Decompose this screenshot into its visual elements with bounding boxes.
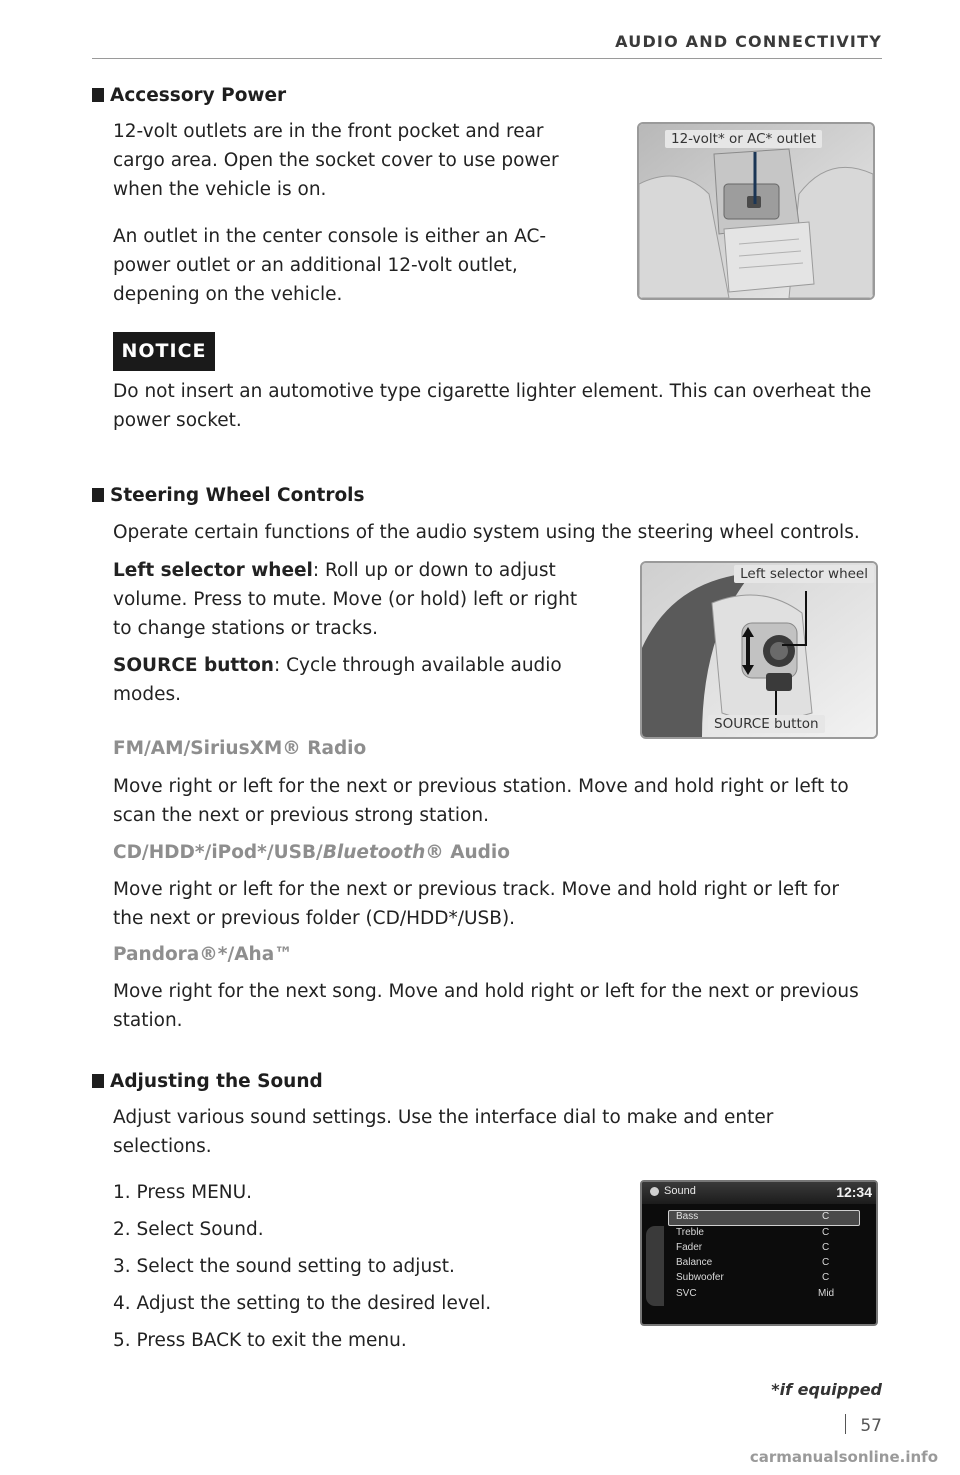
sound-row-value: C bbox=[822, 1211, 830, 1222]
console-outlet-image bbox=[637, 122, 875, 300]
sound-menu-screen bbox=[640, 1180, 878, 1326]
sound-row-name: Fader bbox=[676, 1242, 703, 1253]
sound-row-value: Mid bbox=[818, 1288, 835, 1299]
source-button-description: SOURCE button: Cycle through available audio modes. bbox=[113, 655, 562, 705]
left-selector-description: Left selector wheel: Roll up or down to adjust volume. Press to mute. Move (or hold) left or right to change stations or tracks. bbox=[113, 560, 578, 639]
accessory-power-title: Accessory Power bbox=[92, 85, 286, 106]
page-number: 57 bbox=[845, 1414, 882, 1436]
screen-dial-decoration bbox=[646, 1226, 664, 1306]
pandora-heading: Pandora®*/Aha™ bbox=[113, 944, 293, 965]
sound-row-value: C bbox=[822, 1257, 830, 1268]
source-label: SOURCE button bbox=[113, 655, 274, 676]
list-item: 3. Select the sound setting to adjust. bbox=[113, 1256, 455, 1277]
list-item: 2. Select Sound. bbox=[113, 1219, 264, 1240]
fm-am-radio-heading: FM/AM/SiriusXM® Radio bbox=[113, 738, 367, 759]
steering-intro: Operate certain functions of the audio system using the steering wheel controls. bbox=[113, 522, 860, 543]
accessory-paragraph-1: 12-volt outlets are in the front pocket and rear cargo area. Open the socket cover to use power when the vehicle is on. bbox=[113, 121, 559, 200]
sound-row-name: Balance bbox=[676, 1257, 713, 1268]
steering-wheel-illustration bbox=[642, 563, 876, 737]
sound-row-name: SVC bbox=[676, 1288, 697, 1299]
screen-title: Sound bbox=[664, 1185, 696, 1197]
cd-audio-text: Move right or left for the next or previous track. Move and hold right or left for the next or previous folder (CD/HDD*/USB). bbox=[113, 879, 839, 929]
screen-clock: 12:34 bbox=[836, 1184, 872, 1200]
watermark: carmanualsonline.info bbox=[749, 1448, 938, 1466]
steering-wheel-image bbox=[640, 561, 878, 739]
source-button-callout: SOURCE button bbox=[708, 715, 825, 733]
header-rule bbox=[92, 58, 882, 59]
sound-steps-list bbox=[113, 1182, 491, 1367]
console-illustration bbox=[639, 124, 873, 298]
sound-row-value: C bbox=[822, 1272, 830, 1283]
sound-row-value: C bbox=[822, 1242, 830, 1253]
sound-row-name: Subwoofer bbox=[676, 1272, 724, 1283]
notice-text: Do not insert an automotive type cigarette lighter element. This can overheat the power socket. bbox=[113, 381, 872, 431]
section-marker-icon bbox=[92, 88, 104, 102]
section-marker-icon bbox=[92, 488, 104, 502]
fm-am-radio-text: Move right or left for the next or previous station. Move and hold right or left to scan the next or previous strong station. bbox=[113, 776, 849, 826]
sound-row-name: Bass bbox=[676, 1211, 699, 1222]
pandora-text: Move right for the next song. Move and hold right or left for the next or previous station. bbox=[113, 981, 859, 1031]
adjusting-sound-title: Adjusting the Sound bbox=[92, 1071, 323, 1092]
sound-row-name: Treble bbox=[676, 1227, 704, 1238]
sound-icon bbox=[650, 1187, 659, 1196]
list-item: 1. Press MENU. bbox=[113, 1182, 253, 1203]
section-header: AUDIO AND CONNECTIVITY bbox=[615, 32, 882, 51]
page-number-divider bbox=[845, 1414, 846, 1434]
adjusting-sound-intro: Adjust various sound settings. Use the interface dial to make and enter selections. bbox=[113, 1107, 774, 1157]
steering-controls-title: Steering Wheel Controls bbox=[92, 485, 365, 506]
sound-row-value: C bbox=[822, 1227, 830, 1238]
list-item: 4. Adjust the setting to the desired level. bbox=[113, 1293, 492, 1314]
notice-badge: NOTICE bbox=[113, 332, 215, 371]
footnote: *if equipped bbox=[771, 1380, 882, 1399]
list-item: 5. Press BACK to exit the menu. bbox=[113, 1330, 407, 1351]
left-selector-callout: Left selector wheel bbox=[734, 565, 874, 583]
accessory-paragraph-2: An outlet in the center console is either an AC- power outlet or an additional 12-volt outlet, depening on the vehicle. bbox=[113, 226, 547, 305]
left-selector-label: Left selector wheel bbox=[113, 560, 313, 581]
section-marker-icon bbox=[92, 1074, 104, 1088]
cd-audio-heading: CD/HDD*/iPod*/USB/Bluetooth® Audio bbox=[113, 842, 510, 863]
outlet-callout: 12-volt* or AC* outlet bbox=[665, 130, 822, 148]
